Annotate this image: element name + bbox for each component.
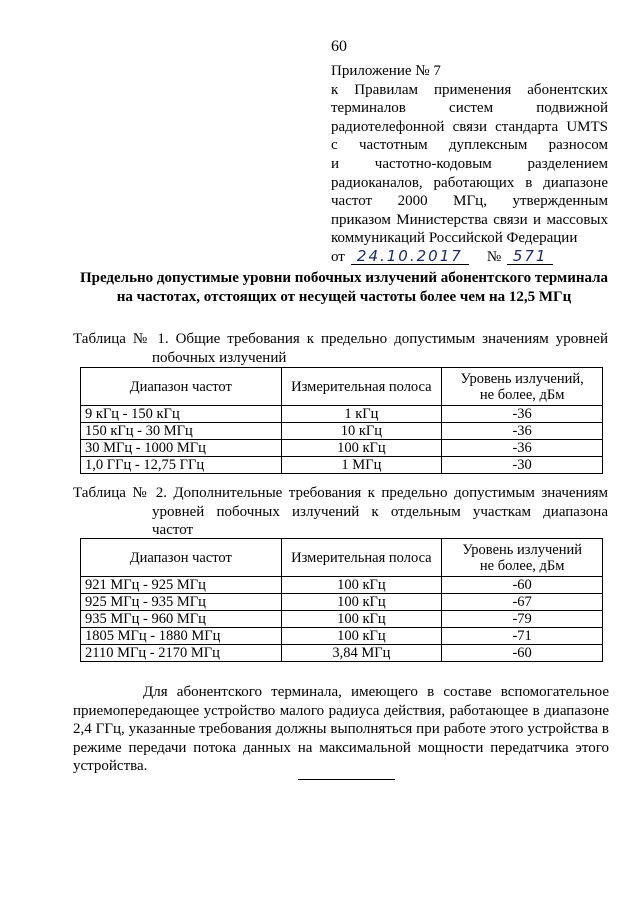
page-number: 60: [331, 38, 347, 55]
caption-line: уровней побочных излучений к отдельным участкам диапазона: [152, 503, 608, 520]
appendix-line: терминалов систем подвижной: [331, 100, 608, 117]
table-row: [81, 406, 603, 423]
table-row: [81, 457, 603, 474]
cell-level: -60: [442, 577, 603, 594]
table-row: [81, 611, 603, 628]
appendix-line: частот 2000 МГц, утвержденным: [331, 193, 608, 210]
cell-range: 925 МГц - 935 МГц: [81, 594, 282, 611]
cell-bandwidth: 1 кГц: [281, 406, 442, 423]
appendix-title: Приложение № 7: [331, 63, 441, 79]
heading-line: Предельно допустимые уровни побочных излучений абонентского терминала: [79, 270, 609, 286]
heading-line: на частотах, отстоящих от несущей частоты более чем на 12,5 МГц: [116, 289, 572, 305]
handwritten-number: 571: [507, 249, 553, 265]
table-header-row: [81, 368, 603, 406]
header-line: не более, дБм: [479, 557, 565, 574]
table2-caption: [73, 484, 608, 540]
cell-bandwidth: 100 кГц: [281, 594, 442, 611]
from-label: от: [331, 248, 345, 265]
header-line: не более, дБм: [479, 386, 565, 403]
appendix-line: радиотелефонной связи стандарта UMTS: [331, 118, 608, 135]
cell-range: 150 кГц - 30 МГц: [81, 423, 282, 440]
header-cell: Диапазон частот: [81, 368, 282, 406]
table-row: [81, 577, 603, 594]
cell-range: 935 МГц - 960 МГц: [81, 611, 282, 628]
header-cell: [442, 539, 603, 577]
caption-line: частот: [152, 522, 194, 539]
header-cell: Измерительная полоса: [281, 539, 442, 577]
appendix-block: [331, 62, 608, 267]
header-cell: Измерительная полоса: [281, 368, 442, 406]
table-row: [81, 423, 603, 440]
header-line: Уровень излучений,: [460, 370, 584, 387]
body-paragraph: Для абонентского терминала, имеющего в составе вспомогательное приемопередающее устройство малого радиуса действия, работающее в диапазоне 2,4 ГГц, указанные требования должны выполняться при работе этого устройства в режиме передачи потока данных на максимальной мощности передатчика этого устройства.: [73, 684, 609, 775]
caption-line: Таблица № 2. Дополнительные требования к предельно допустимым значениям: [73, 485, 608, 501]
cell-level: -60: [442, 645, 603, 662]
cell-level: -36: [442, 423, 603, 440]
cell-bandwidth: 3,84 МГц: [281, 645, 442, 662]
header-cell: Диапазон частот: [81, 539, 282, 577]
table1: [80, 367, 603, 474]
cell-level: -67: [442, 594, 603, 611]
cell-level: -79: [442, 611, 603, 628]
table1-caption: [73, 330, 608, 367]
cell-range: 1805 МГц - 1880 МГц: [81, 628, 282, 645]
cell-level: -71: [442, 628, 603, 645]
cell-level: -36: [442, 406, 603, 423]
cell-range: 30 МГц - 1000 МГц: [81, 440, 282, 457]
table2: [80, 538, 603, 662]
header-cell: [442, 368, 603, 406]
cell-bandwidth: 100 кГц: [281, 440, 442, 457]
cell-range: 1,0 ГГц - 12,75 ГГц: [81, 457, 282, 474]
table-row: [81, 594, 603, 611]
cell-bandwidth: 10 кГц: [281, 423, 442, 440]
cell-range: 9 кГц - 150 кГц: [81, 406, 282, 423]
appendix-line: радиоканалов, работающих в диапазоне: [331, 174, 608, 191]
cell-level: -36: [442, 440, 603, 457]
footer-rule: [298, 779, 395, 780]
header-line: Уровень излучений: [462, 541, 582, 558]
table-row: [81, 628, 603, 645]
caption-line: Таблица № 1. Общие требования к предельно допустимым значениям уровней: [73, 331, 608, 347]
table-row: [81, 440, 603, 457]
cell-range: 921 МГц - 925 МГц: [81, 577, 282, 594]
cell-range: 2110 МГц - 2170 МГц: [81, 645, 282, 662]
document-heading: [70, 269, 618, 307]
signature-line: [331, 248, 608, 267]
cell-bandwidth: 1 МГц: [281, 457, 442, 474]
appendix-line: с частотным дуплексным разносом: [331, 137, 608, 154]
handwritten-date: 24.10.2017: [351, 249, 469, 265]
cell-bandwidth: 100 кГц: [281, 577, 442, 594]
appendix-line: к Правилам применения абонентских: [331, 81, 608, 98]
appendix-line: и частотно-кодовым разделением: [331, 155, 608, 172]
number-label: №: [486, 248, 502, 265]
appendix-line: приказом Министерства связи и массовых: [331, 211, 608, 228]
cell-bandwidth: 100 кГц: [281, 628, 442, 645]
cell-level: -30: [442, 457, 603, 474]
table-row: [81, 645, 603, 662]
cell-bandwidth: 100 кГц: [281, 611, 442, 628]
appendix-line: коммуникаций Российской Федерации: [331, 230, 578, 247]
table-header-row: [81, 539, 603, 577]
caption-line: побочных излучений: [152, 349, 287, 366]
